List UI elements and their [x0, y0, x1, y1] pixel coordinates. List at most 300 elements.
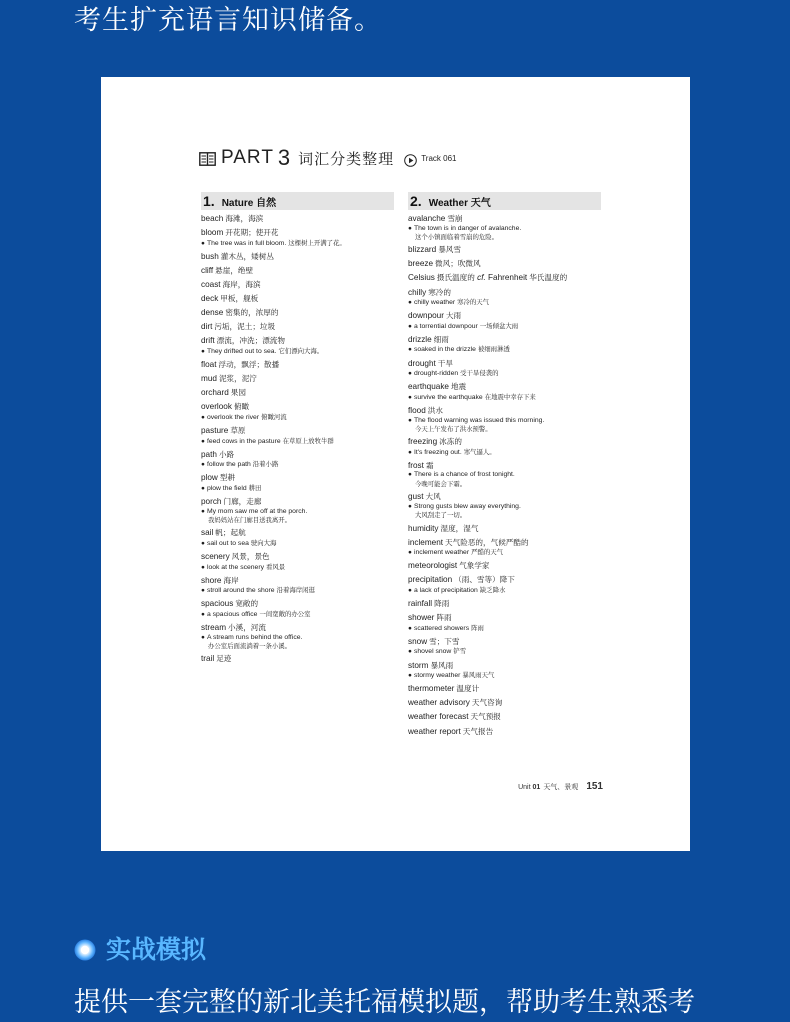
example-sentence: They drifted out to sea.	[206, 347, 277, 355]
vocab-definition: 草原	[230, 426, 246, 435]
bottom-text: 提供一套完整的新北美托福模拟题，帮助考生熟悉考	[74, 987, 695, 1018]
vocab-word: drought	[408, 358, 436, 368]
example-sentence: drought-ridden	[413, 370, 459, 378]
bullet-icon: ●	[408, 672, 412, 680]
bullet-icon: ●	[408, 471, 412, 479]
section-number: 2.	[410, 193, 422, 209]
example-translation: 看风景	[266, 562, 286, 571]
vocab-word: shower	[408, 613, 435, 623]
vocab-entry	[408, 359, 601, 379]
track-label: Track 061	[421, 153, 457, 163]
vocab-definition: 开花期；使开花	[225, 228, 279, 238]
example-sentence: chilly weather	[413, 299, 456, 307]
vocab-line	[408, 382, 601, 393]
vocab-definition: 果园	[230, 388, 246, 398]
example-translation: 被细雨淋透	[477, 345, 510, 354]
example-sentence: My mom saw me off at the porch.	[206, 507, 308, 515]
example-translation: 耕田	[248, 483, 262, 492]
vocab-line	[201, 294, 394, 305]
circle-bullet-icon	[74, 939, 96, 961]
intro-text: 考生扩充语言知识储备。	[74, 5, 382, 36]
vocab-line	[201, 214, 394, 225]
vocab-word: cliff	[201, 265, 214, 275]
vocab-word: drift	[201, 336, 215, 346]
example-sentence: scattered showers	[413, 624, 470, 632]
bullet-icon: ●	[408, 648, 412, 656]
example-line	[201, 508, 394, 517]
footer-unit-label: Unit	[518, 784, 531, 791]
vocab-word: flood	[408, 406, 426, 415]
vocab-entry	[201, 360, 394, 371]
example-line	[201, 437, 394, 447]
bullet-icon: ●	[408, 322, 412, 330]
vocab-definition: （雨、雪等）降下	[454, 575, 515, 585]
bullet-icon: ●	[201, 413, 205, 421]
vocab-entry	[201, 294, 394, 305]
example-line	[408, 548, 601, 558]
vocab-definition: 雪；下雪	[429, 636, 460, 646]
example-translation: 今晚可能会下霜。	[415, 480, 467, 489]
bullet-icon: ●	[201, 633, 205, 641]
vocab-definition: 雪崩	[447, 214, 463, 223]
vocab-line	[201, 252, 394, 263]
example-sentence: inclement weather	[413, 549, 470, 557]
vocab-word: bloom	[201, 228, 224, 238]
bullet-icon: ●	[408, 448, 412, 456]
vocab-entry	[201, 654, 394, 665]
example-translation: 我妈妈站在门廊目送我离开。	[208, 516, 292, 525]
example-sentence: stormy weather	[413, 672, 461, 680]
vocab-line	[408, 273, 601, 284]
example-sentence: A stream runs behind the office.	[206, 633, 303, 641]
vocab-entry	[201, 388, 394, 399]
vocab-word: gust	[408, 492, 424, 502]
vocab-line	[408, 259, 601, 270]
vocab-line	[408, 661, 601, 672]
vocab-line	[408, 575, 601, 586]
vocab-line	[408, 684, 601, 695]
vocab-definition: 型耕	[219, 473, 236, 483]
example-line	[408, 586, 601, 596]
vocab-definition: 冰冻的	[439, 437, 462, 447]
vocab-entry	[201, 252, 394, 263]
vocab-word: inclement	[408, 537, 444, 547]
bullet-icon: ●	[408, 370, 412, 378]
footer-unit-number: 01	[532, 784, 541, 791]
example-sentence: shovel snow	[413, 648, 452, 656]
vocab-entry	[408, 599, 601, 610]
example-translation: 在地震中幸存下来	[484, 392, 536, 401]
vocab-entry	[408, 406, 601, 434]
vocab-definition: 浮动，飘浮；散播	[218, 360, 280, 370]
footer-unit-title: 天气、景观	[543, 783, 579, 791]
vocab-entry	[201, 308, 394, 319]
bullet-icon: ●	[201, 587, 205, 595]
bullet-icon: ●	[201, 437, 205, 445]
vocab-entry	[408, 273, 601, 284]
vocab-line	[408, 524, 601, 535]
vocab-definition: 湿度，湿气	[440, 523, 479, 533]
vocab-entry	[408, 575, 601, 595]
vocab-line	[408, 288, 601, 299]
vocab-definition: 大雨	[445, 311, 462, 321]
vocab-definition: 宽敞的	[235, 599, 259, 609]
example-translation: 缺乏降水	[479, 585, 506, 594]
vocab-word: shore	[201, 575, 222, 585]
vocab-definition: 寒冷的	[428, 287, 451, 297]
section-weather	[408, 192, 601, 741]
vocab-word: weather advisory	[408, 698, 470, 708]
example-sentence: overlook the river	[206, 413, 260, 421]
example-translation: 沿着小路	[252, 460, 279, 469]
vocab-word: pasture	[201, 426, 229, 435]
vocab-word: orchard	[201, 388, 229, 398]
example-translation: 这棵树上开满了花。	[288, 238, 346, 247]
vocab-definition: 气象学家	[459, 561, 490, 571]
example-line	[201, 460, 394, 470]
section-nature	[201, 192, 394, 668]
example-sentence: feed cows in the pasture	[206, 437, 281, 445]
example-translation: 寒气逼人。	[463, 447, 496, 456]
example-translation: 暴风雨天气	[462, 671, 495, 680]
vocab-definition: 小溪，河流	[228, 623, 266, 633]
vocab-definition: 温度计	[456, 684, 480, 694]
vocab-line	[408, 727, 601, 738]
vocab-word: chilly	[408, 287, 427, 297]
vocab-line	[408, 437, 601, 448]
section-number: 1.	[203, 193, 215, 209]
vocab-line	[201, 599, 394, 610]
vocab-entry	[201, 280, 394, 291]
cf-word: Fahrenheit	[488, 273, 528, 283]
example-translation: 寒冷的天气	[457, 298, 490, 307]
vocab-entry	[408, 661, 601, 681]
vocab-word: float	[201, 360, 217, 370]
vocab-definition: 天气险恶的，气候严酷的	[445, 537, 529, 547]
bullet-icon: ●	[408, 346, 412, 354]
vocab-line	[201, 402, 394, 413]
vocab-line	[201, 552, 394, 563]
vocab-line	[408, 637, 601, 648]
vocab-entry	[201, 623, 394, 651]
bullet-icon: ●	[201, 461, 205, 469]
vocab-definition: 帆；起航	[215, 528, 246, 538]
vocab-definition: 小路	[218, 449, 235, 459]
vocab-line	[201, 388, 394, 399]
vocab-definition: 暴风雪	[438, 245, 461, 255]
vocab-definition: 悬崖，绝壁	[215, 265, 254, 275]
vocab-line	[201, 528, 394, 539]
vocab-word: dense	[201, 308, 224, 318]
vocab-word: mud	[201, 374, 217, 384]
vocab-definition: 干旱	[437, 358, 453, 368]
vocab-definition: 细雨	[433, 334, 449, 344]
vocab-line	[408, 245, 601, 256]
vocab-word: weather forecast	[408, 712, 469, 722]
bullet-icon: ●	[408, 224, 412, 232]
vocab-entry	[408, 613, 601, 633]
example-sentence: a spacious office	[206, 610, 258, 618]
vocab-line	[408, 406, 601, 417]
vocab-line	[408, 538, 601, 549]
vocab-line	[201, 336, 394, 347]
bullet-icon: ●	[408, 586, 412, 594]
vocab-line	[201, 280, 394, 291]
vocab-line	[201, 654, 394, 665]
example-line	[408, 393, 601, 403]
vocab-entry	[201, 450, 394, 470]
vocab-entry	[201, 336, 394, 356]
example-sentence: survive the earthquake	[413, 393, 483, 401]
section-title: Nature 自然	[221, 197, 277, 209]
vocab-word: freezing	[408, 437, 438, 447]
part-title: 词汇分类整理	[298, 149, 395, 168]
section-header	[201, 192, 394, 210]
example-line	[201, 239, 394, 249]
example-translation: 铲雪	[453, 647, 467, 656]
vocab-entry	[408, 311, 601, 331]
example-translation: 一间宽敞的办公室	[259, 609, 311, 618]
vocab-line	[201, 450, 394, 461]
vocab-definition: 天气咨询	[471, 698, 503, 708]
part-number: 3	[277, 145, 291, 170]
vocab-word: downpour	[408, 311, 444, 321]
example-line	[201, 586, 394, 596]
bullet-icon: ●	[201, 539, 205, 547]
example-translation: 一场倾盆大雨	[479, 321, 519, 330]
vocab-entry	[408, 214, 601, 242]
example-translation: 今天上午发布了洪水预警。	[415, 425, 492, 434]
vocab-word: porch	[201, 497, 222, 507]
example-line	[408, 345, 601, 355]
bullet-icon: ●	[408, 393, 412, 401]
example-translation: 阵雨	[471, 623, 484, 632]
vocab-line	[408, 461, 601, 472]
example-line	[201, 539, 394, 549]
vocab-line	[408, 561, 601, 572]
example-line	[201, 563, 394, 573]
vocab-line	[408, 698, 601, 709]
example-translation: 沿着海岸闲逛	[276, 586, 315, 595]
vocab-line	[201, 266, 394, 277]
bullet-icon: ●	[201, 347, 205, 355]
entry-list	[201, 214, 394, 665]
example-line	[408, 471, 601, 480]
vocab-line	[201, 623, 394, 634]
vocab-entry	[201, 552, 394, 572]
vocab-word: coast	[201, 279, 221, 289]
vocab-entry	[408, 245, 601, 256]
example-translation: 在草原上放牧牛群	[282, 436, 334, 445]
example-line	[408, 448, 601, 458]
example-line	[408, 225, 601, 234]
vocab-word: dirt	[201, 322, 213, 332]
vocab-word: rainfall	[408, 599, 433, 609]
vocab-definition: 天气报告	[462, 726, 494, 736]
page-footer	[518, 781, 603, 792]
vocab-entry	[201, 473, 394, 493]
part-label: PART	[221, 147, 274, 168]
example-sentence: Strong gusts blew away everything.	[413, 502, 521, 510]
vocab-line	[408, 359, 601, 370]
vocab-definition: 甲板，舰板	[220, 294, 259, 304]
cf-label: cf.	[477, 273, 486, 283]
vocab-entry	[201, 266, 394, 277]
vocab-entry	[408, 637, 601, 657]
part-heading	[199, 147, 456, 169]
vocab-line	[201, 322, 394, 333]
example-line	[408, 417, 601, 426]
vocab-word: thermometer	[408, 684, 455, 694]
vocab-definition: 俯瞰	[233, 402, 250, 412]
page-number: 151	[586, 781, 603, 792]
vocab-line	[201, 473, 394, 484]
vocab-word: blizzard	[408, 245, 437, 255]
vocab-word: trail	[201, 654, 215, 664]
section-title: Weather 天气	[428, 197, 491, 209]
vocab-entry	[201, 402, 394, 422]
example-sentence: plow the field	[206, 484, 247, 492]
vocab-entry	[201, 214, 394, 225]
play-icon	[404, 152, 417, 165]
section-header	[408, 192, 601, 210]
vocab-word: humidity	[408, 523, 439, 533]
bullet-icon: ●	[201, 563, 205, 571]
sub-heading-title: 实战模拟	[106, 935, 207, 964]
vocab-word: scenery	[201, 552, 230, 562]
vocab-line	[201, 228, 394, 239]
vocab-entry	[201, 528, 394, 548]
bullet-icon: ●	[408, 549, 412, 557]
example-translation: 大风刮走了一切。	[415, 511, 467, 520]
bullet-icon: ●	[201, 239, 205, 247]
example-line	[201, 413, 394, 423]
vocab-entry	[408, 382, 601, 402]
vocab-line	[201, 426, 394, 437]
vocab-definition: 海岸	[223, 575, 239, 585]
vocab-word: spacious	[201, 599, 234, 609]
footer-unit	[518, 784, 540, 791]
book-page	[101, 77, 690, 851]
vocab-line	[408, 492, 601, 503]
sub-heading	[74, 933, 206, 967]
vocab-entry	[408, 561, 601, 572]
vocab-line	[408, 613, 601, 624]
vocab-line	[408, 712, 601, 723]
vocab-word: weather report	[408, 726, 461, 736]
vocab-word: precipitation	[408, 575, 453, 585]
bullet-icon: ●	[201, 610, 205, 618]
example-sentence: The tree was in full bloom.	[206, 239, 287, 247]
vocab-line	[201, 308, 394, 319]
vocab-word: deck	[201, 294, 219, 304]
vocab-entry	[201, 322, 394, 333]
vocab-word: Celsius	[408, 273, 435, 283]
example-sentence: follow the path	[206, 461, 251, 469]
vocab-line	[408, 311, 601, 322]
vocab-definition: 阵雨	[436, 613, 452, 623]
example-line	[408, 671, 601, 681]
example-line	[408, 624, 601, 634]
bullet-icon: ●	[201, 507, 205, 515]
example-sentence: a torrential downpour	[413, 322, 478, 330]
vocab-entry	[408, 437, 601, 457]
vocab-word: stream	[201, 623, 227, 633]
vocab-line	[408, 214, 601, 225]
example-translation: 严酷的天气	[471, 548, 504, 557]
vocab-definition: 漂流，冲洗；漂流物	[216, 336, 285, 346]
example-translation: 它们漂向大海。	[278, 346, 324, 355]
vocab-entry	[408, 335, 601, 355]
vocab-word: snow	[408, 636, 428, 646]
vocab-word: sail	[201, 528, 214, 538]
vocab-word: beach	[201, 214, 224, 223]
vocab-entry	[408, 492, 601, 520]
example-line	[201, 610, 394, 620]
vocab-word: path	[201, 449, 217, 459]
example-sentence: There is a chance of frost tonight.	[413, 471, 515, 479]
vocab-line	[201, 374, 394, 385]
bullet-icon: ●	[408, 502, 412, 510]
vocab-line	[408, 599, 601, 610]
vocab-entry	[408, 698, 601, 709]
example-line	[201, 484, 394, 494]
vocab-entry	[408, 259, 601, 270]
vocab-entry	[201, 374, 394, 385]
vocab-word: overlook	[201, 402, 232, 412]
vocab-definition: 降雨	[434, 599, 450, 609]
bullet-icon: ●	[408, 299, 412, 307]
vocab-definition: 微风；吹微风	[435, 259, 481, 269]
vocab-definition: 灌木丛，矮树丛	[220, 251, 274, 261]
vocab-word: storm	[408, 660, 429, 670]
vocab-entry	[408, 684, 601, 695]
example-sentence: The town is in danger of avalanche.	[413, 224, 522, 232]
vocab-definition: 摄氏温度的	[436, 273, 475, 283]
vocab-line	[201, 576, 394, 587]
vocab-word: avalanche	[408, 214, 446, 223]
vocab-word: plow	[201, 473, 218, 483]
example-line	[408, 322, 601, 332]
example-line	[408, 369, 601, 379]
vocab-definition: 密集的，浓厚的	[225, 308, 279, 318]
example-translation: 受干旱侵袭的	[460, 369, 499, 378]
vocab-entry	[408, 524, 601, 535]
bullet-icon: ●	[408, 416, 412, 424]
vocab-line	[201, 360, 394, 371]
vocab-definition: 天气预报	[470, 712, 501, 722]
example-translation: 驶向大海	[250, 538, 277, 547]
vocab-entry	[408, 538, 601, 558]
example-sentence: a lack of precipitation	[413, 586, 478, 594]
vocab-definition: 海岸，海滨	[222, 279, 261, 289]
vocab-entry	[201, 426, 394, 446]
vocab-definition: 海滩，海滨	[225, 214, 264, 223]
vocab-word: earthquake	[408, 382, 449, 392]
vocab-definition: 门廊，走廊	[223, 497, 262, 507]
vocab-definition: 足迹	[216, 654, 232, 664]
vocab-entry	[201, 228, 394, 248]
vocab-entry	[201, 599, 394, 619]
book-icon	[199, 151, 216, 165]
vocab-word: drizzle	[408, 334, 432, 344]
example-translation: 办公室后面流淌着一条小溪。	[208, 642, 292, 651]
vocab-line	[408, 335, 601, 346]
vocab-word: breeze	[408, 259, 434, 269]
example-translation: 俯瞰河流	[261, 412, 287, 421]
example-sentence: The flood warning was issued this morning.	[413, 416, 545, 424]
vocab-definition: 洪水	[427, 406, 443, 415]
